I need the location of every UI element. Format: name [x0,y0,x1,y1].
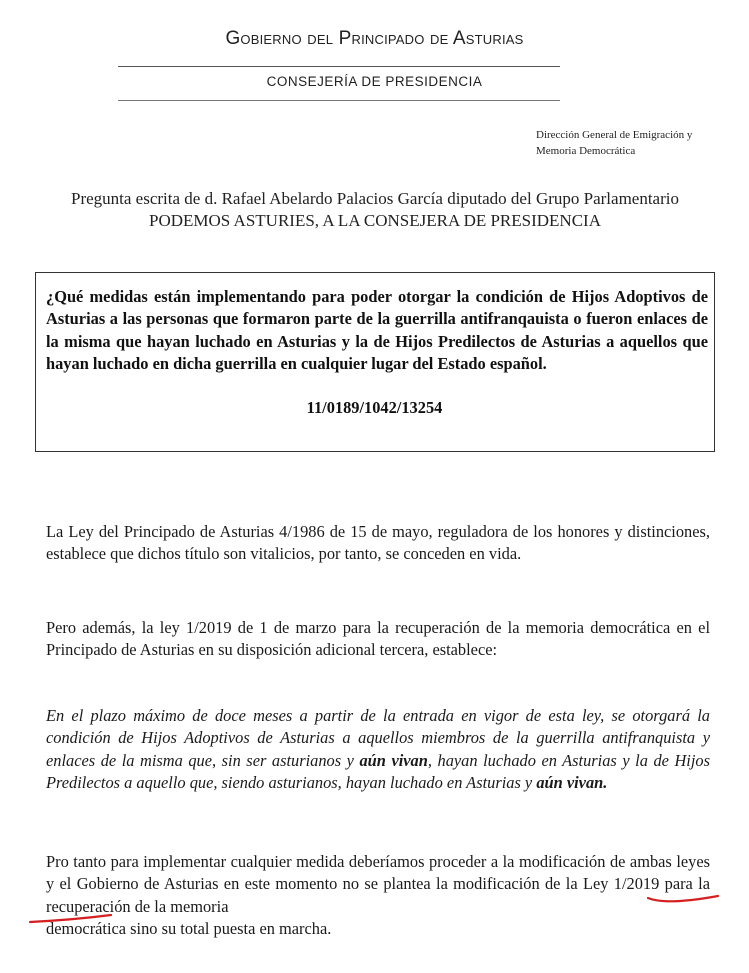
body-paragraph-2: Pero además, la ley 1/2019 de 1 de marzo para la recuperación de la memoria democrática en el Principado de Asturias en su disposición adicional tercera, establece: [46,618,710,660]
body-paragraph-1: La Ley del Principado de Asturias 4/1986 de 15 de mayo, reguladora de los honores y distinciones, establece que dichos título son vitalicios, por tanto, se conceden en vida. [46,522,710,564]
government-title: Gobierno del Principado de Asturias [225,28,524,49]
quote-text-2: , hayan luchado en Asturias y la de Hijos Predilectos a aquello que, siendo asturianos, hayan luchado en Asturias y [46,750,710,792]
body-paragraph-4 [46,851,710,940]
law-quote-paragraph [46,705,710,794]
directorate-block [536,127,746,159]
question-reference: 11/0189/1042/13254 [306,398,443,417]
directorate-line-1: Dirección General de Emigración y [536,129,693,141]
quote-bold-2: aún vivan. [536,772,608,792]
question-heading: Pregunta escrita de d. Rafael Abelardo Palacios García diputado del Grupo Parlamentario PODEMOS ASTURIES, A LA CONSEJERA DE PRESIDENCIA [70,189,679,230]
paragraph-4-last-line: democrática sino su total puesta en marcha. [46,918,332,938]
quote-bold-1: aún vivan [359,750,428,770]
quote-text-1: En el plazo máximo de doce meses a partir de la entrada en vigor de esta ley, se otorgará la condición de Hijos Adoptivos de Asturias a aquellos miembros de la guerrilla antifranquista y enlaces de la misma que, sin ser asturianos y [46,706,710,770]
question-text: ¿Qué medidas están implementando para poder otorgar la condición de Hijos Adoptivos de Asturias a las personas que formaron parte de la guerrilla antifranqauista o fueron enlaces de la misma que hayan luchado en Asturias y la de Hijos Predilectos de Asturias a aquellos que hayan luchado en dicha guerrilla en cualquier lugar del Estado español. [46,287,708,373]
paragraph-4-main: Pro tanto para implementar cualquier medida deberíamos proceder a la modificación de ambas leyes y el Gobierno de Asturias en este momento no se plantea la modificación de la Ley 1/2019 para la recuperación de la memoria [46,852,710,916]
department-title: CONSEJERÍA DE PRESIDENCIA [266,74,483,89]
header-rule-bottom [118,100,560,101]
directorate-line-2: Memoria Democrática [536,145,636,157]
header-rule-top [118,66,560,67]
